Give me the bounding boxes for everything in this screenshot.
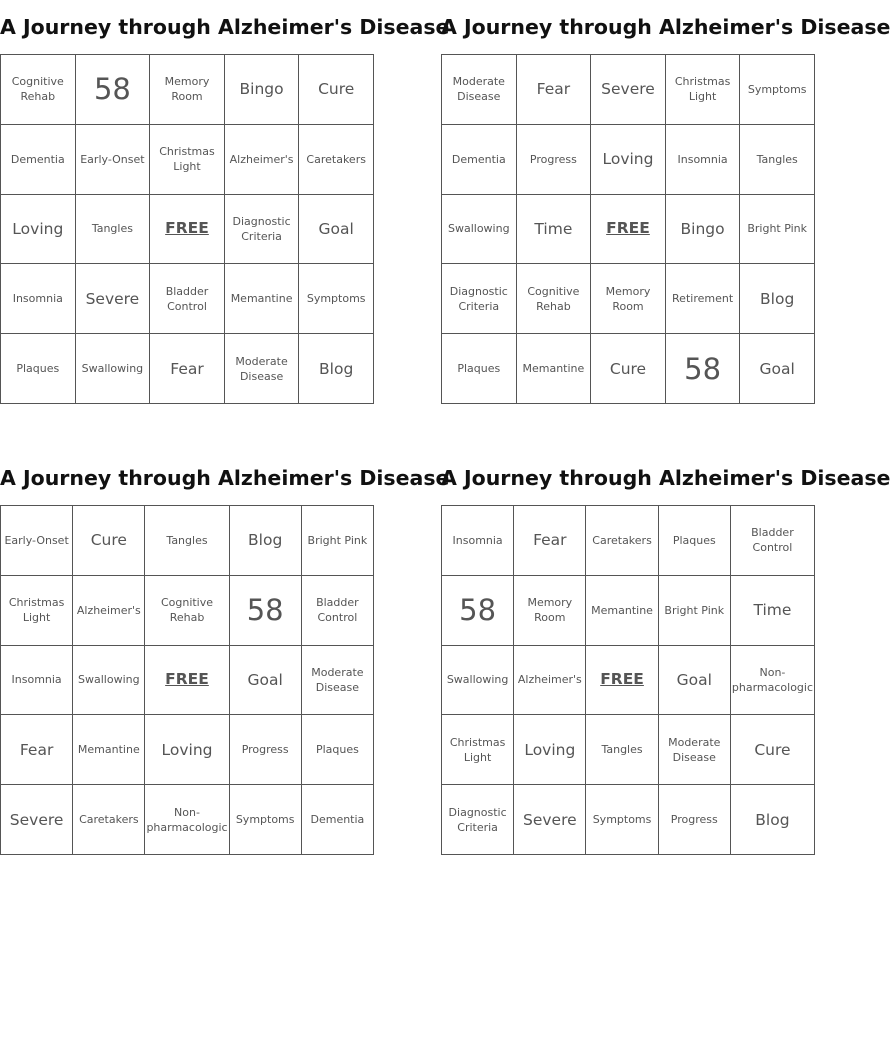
bingo-cell: Plaques	[1, 334, 76, 404]
bingo-cell: Loving	[591, 125, 666, 195]
bingo-cell: 58	[666, 334, 741, 404]
bingo-cell: Memantine	[517, 334, 592, 404]
bingo-cell: Time	[517, 195, 592, 265]
bingo-cell: Moderate Disease	[225, 334, 300, 404]
bingo-cell: Insomnia	[666, 125, 741, 195]
bingo-grid	[441, 54, 815, 404]
bingo-cell: Insomnia	[442, 506, 514, 576]
bingo-cell: Tangles	[145, 506, 229, 576]
bingo-cell: 58	[230, 576, 302, 646]
card-title: A Journey through Alzheimer's Disease	[0, 466, 450, 490]
bingo-cell: Plaques	[659, 506, 731, 576]
bingo-cell: Swallowing	[76, 334, 151, 404]
bingo-cell: Blog	[299, 334, 374, 404]
bingo-cell: Cure	[299, 55, 374, 125]
bingo-cell: Dementia	[302, 785, 374, 855]
bingo-cell: Fear	[514, 506, 586, 576]
bingo-cell: Bingo	[225, 55, 300, 125]
card-title: A Journey through Alzheimer's Disease	[441, 15, 890, 39]
bingo-cell: Memantine	[586, 576, 658, 646]
bingo-cell: Swallowing	[442, 195, 517, 265]
bingo-cell: 58	[442, 576, 514, 646]
bingo-cell: Dementia	[442, 125, 517, 195]
bingo-cell: Severe	[591, 55, 666, 125]
bingo-cell: Caretakers	[586, 506, 658, 576]
bingo-cell: Cognitive Rehab	[1, 55, 76, 125]
free-space-cell: FREE	[586, 646, 658, 716]
bingo-cell: Severe	[1, 785, 73, 855]
bingo-cell: Memory Room	[150, 55, 225, 125]
bingo-cell: Cognitive Rehab	[517, 264, 592, 334]
bingo-cell: Non-pharmacologic	[145, 785, 229, 855]
free-space-cell: FREE	[150, 195, 225, 265]
bingo-cell: Blog	[731, 785, 815, 855]
bingo-cell: Bladder Control	[731, 506, 815, 576]
bingo-cell: Alzheimer's	[225, 125, 300, 195]
bingo-cell: Goal	[230, 646, 302, 716]
free-space-cell: FREE	[145, 646, 229, 716]
bingo-cell: Progress	[517, 125, 592, 195]
bingo-cell: Bingo	[666, 195, 741, 265]
bingo-cell: Dementia	[1, 125, 76, 195]
bingo-cell: Goal	[740, 334, 815, 404]
bingo-cell: Memantine	[225, 264, 300, 334]
card-title: A Journey through Alzheimer's Disease	[0, 15, 450, 39]
bingo-grid	[0, 505, 374, 855]
bingo-card-1	[0, 13, 450, 383]
bingo-cell: Time	[731, 576, 815, 646]
bingo-cell: Moderate Disease	[442, 55, 517, 125]
bingo-card-4	[441, 464, 890, 834]
bingo-cell: Caretakers	[299, 125, 374, 195]
bingo-cell: Alzheimer's	[73, 576, 145, 646]
bingo-cell: Insomnia	[1, 264, 76, 334]
bingo-cell: Tangles	[76, 195, 151, 265]
bingo-cell: Loving	[145, 715, 229, 785]
bingo-cell: Blog	[740, 264, 815, 334]
bingo-cell: Insomnia	[1, 646, 73, 716]
bingo-cell: Tangles	[586, 715, 658, 785]
bingo-cell: Symptoms	[299, 264, 374, 334]
bingo-cell: Christmas Light	[666, 55, 741, 125]
card-title: A Journey through Alzheimer's Disease	[441, 466, 890, 490]
bingo-cell: Christmas Light	[150, 125, 225, 195]
bingo-cell: Progress	[659, 785, 731, 855]
bingo-cell: Plaques	[442, 334, 517, 404]
bingo-cell: Symptoms	[740, 55, 815, 125]
bingo-cell: Swallowing	[73, 646, 145, 716]
bingo-cell: Early-Onset	[1, 506, 73, 576]
bingo-cell: Goal	[659, 646, 731, 716]
bingo-cell: Cure	[731, 715, 815, 785]
bingo-cell: Goal	[299, 195, 374, 265]
bingo-cell: Diagnostic Criteria	[442, 264, 517, 334]
bingo-cell: Alzheimer's	[514, 646, 586, 716]
bingo-card-2	[441, 13, 890, 386]
bingo-cell: Bright Pink	[302, 506, 374, 576]
bingo-cell: Progress	[230, 715, 302, 785]
bingo-cell: Diagnostic Criteria	[225, 195, 300, 265]
bingo-cell: Symptoms	[230, 785, 302, 855]
bingo-cell: 58	[76, 55, 151, 125]
bingo-cell: Blog	[230, 506, 302, 576]
bingo-cell: Loving	[514, 715, 586, 785]
bingo-cell: Loving	[1, 195, 76, 265]
bingo-cell: Retirement	[666, 264, 741, 334]
bingo-cell: Cure	[73, 506, 145, 576]
bingo-grid	[0, 54, 374, 404]
bingo-cell: Cure	[591, 334, 666, 404]
bingo-cell: Plaques	[302, 715, 374, 785]
bingo-cell: Fear	[150, 334, 225, 404]
bingo-cell: Bright Pink	[659, 576, 731, 646]
bingo-cell: Bright Pink	[740, 195, 815, 265]
bingo-cell: Tangles	[740, 125, 815, 195]
bingo-cell: Cognitive Rehab	[145, 576, 229, 646]
bingo-cell: Severe	[514, 785, 586, 855]
bingo-cell: Bladder Control	[302, 576, 374, 646]
bingo-cell: Early-Onset	[76, 125, 151, 195]
bingo-card-3	[0, 464, 450, 834]
bingo-cell: Christmas Light	[1, 576, 73, 646]
bingo-cell: Severe	[76, 264, 151, 334]
bingo-cell: Bladder Control	[150, 264, 225, 334]
bingo-cell: Fear	[517, 55, 592, 125]
bingo-cell: Moderate Disease	[302, 646, 374, 716]
bingo-cell: Christmas Light	[442, 715, 514, 785]
bingo-cell: Memantine	[73, 715, 145, 785]
bingo-cell: Memory Room	[514, 576, 586, 646]
free-space-cell: FREE	[591, 195, 666, 265]
bingo-cell: Fear	[1, 715, 73, 785]
bingo-cell: Moderate Disease	[659, 715, 731, 785]
bingo-cell: Caretakers	[73, 785, 145, 855]
bingo-cell: Diagnostic Criteria	[442, 785, 514, 855]
bingo-cell: Non-pharmacologic	[731, 646, 815, 716]
bingo-grid	[441, 505, 815, 855]
bingo-cell: Symptoms	[586, 785, 658, 855]
bingo-cell: Memory Room	[591, 264, 666, 334]
bingo-cell: Swallowing	[442, 646, 514, 716]
